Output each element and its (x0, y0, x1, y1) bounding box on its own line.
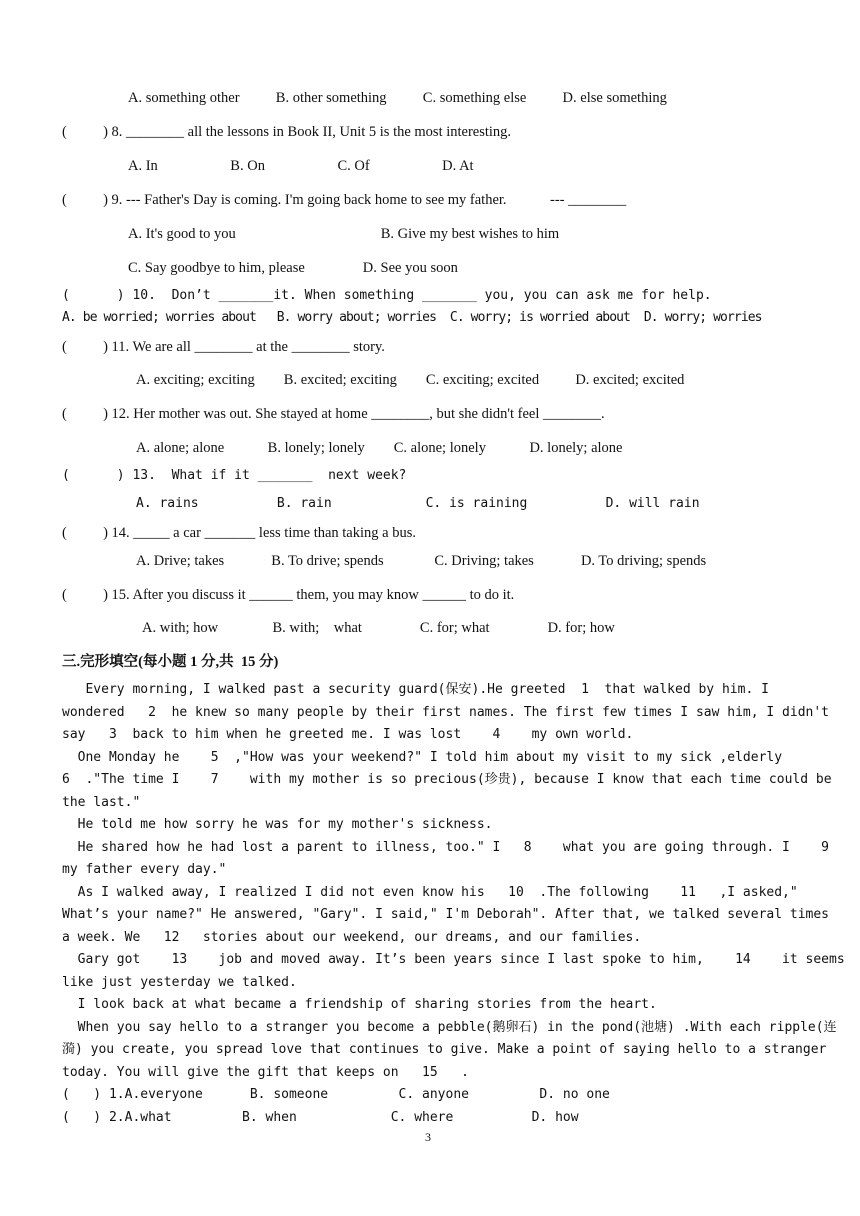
passage-line: Every morning, I walked past a security guard(保安).He greeted 1 that walked by him. I (62, 682, 769, 697)
question-10: ( ) 10. Don’t _______it. When something _______ you, you can ask me for help. (62, 288, 712, 303)
passage-line: today. You will give the gift that keeps on 15 . (62, 1065, 469, 1080)
passage-line: wondered 2 he knew so many people by their first names. The first few times I saw him, I didn't (62, 705, 830, 720)
page-number: 3 (425, 1130, 431, 1144)
question-9: ( ) 9. --- Father's Day is coming. I'm going back home to see my father. --- ________ (62, 192, 627, 208)
passage-line: He told me how sorry he was for my mother's sickness. (62, 817, 493, 832)
passage-line: a week. We 12 stories about our weekend, our dreams, and our families. (62, 930, 642, 945)
q15-options: A. with; how B. with; what C. for; what D. for; how (142, 620, 615, 636)
q12-options: A. alone; alone B. lonely; lonely C. alone; lonely D. lonely; alone (136, 440, 623, 456)
question-8: ( ) 8. ________ all the lessons in Book II, Unit 5 is the most interesting. (62, 124, 512, 140)
q11-options: A. exciting; exciting B. excited; exciting C. exciting; excited D. excited; excited (136, 372, 685, 388)
passage-line: As I walked away, I realized I did not even know his 10 .The following 11 ,I asked," (62, 885, 798, 900)
q9-options-cd: C. Say goodbye to him, please D. See you soon (128, 260, 458, 276)
q7-options: A. something other B. other something C. something else D. else something (128, 90, 667, 106)
section-3-title: 三.完形填空(每小题 1 分,共 15 分) (62, 654, 279, 670)
question-12: ( ) 12. Her mother was out. She stayed at home ________, but she didn't feel ________. (62, 406, 605, 422)
passage-line: 漪) you create, you spread love that continues to give. Make a point of saying hello to a stranger (62, 1042, 827, 1057)
passage-line: say 3 back to him when he greeted me. I was lost 4 my own world. (62, 727, 634, 742)
cloze-option-2: ( ) 2.A.what B. when C. where D. how (62, 1110, 579, 1125)
question-13: ( ) 13. What if it _______ next week? (62, 468, 407, 483)
passage-line: He shared how he had lost a parent to illness, too." I 8 what you are going through. I 9 (62, 840, 830, 855)
passage-line: What’s your name?" He answered, "Gary". I said," I'm Deborah". After that, we talked several times (62, 907, 830, 922)
cloze-option-1: ( ) 1.A.everyone B. someone C. anyone D. no one (62, 1087, 610, 1102)
question-14: ( ) 14. _____ a car _______ less time than taking a bus. (62, 525, 416, 541)
q9-options-ab: A. It's good to you B. Give my best wishes to him (128, 226, 560, 242)
q10-options: A. be worried; worries about B. worry about; worries C. worry; is worried about D. worry; worries (62, 310, 762, 325)
passage-line: 6 ."The time I 7 with my mother is so precious(珍贵), because I know that each time could be (62, 772, 832, 787)
passage-line: One Monday he 5 ,"How was your weekend?" I told him about my visit to my sick ,elderly (62, 750, 783, 765)
q14-options: A. Drive; takes B. To drive; spends C. Driving; takes D. To driving; spends (136, 553, 707, 569)
question-11: ( ) 11. We are all ________ at the ________ story. (62, 339, 385, 355)
passage-line: the last." (62, 795, 141, 810)
passage-line: I look back at what became a friendship of sharing stories from the heart. (62, 997, 657, 1012)
question-15: ( ) 15. After you discuss it ______ them, you may know ______ to do it. (62, 587, 515, 603)
passage-line: When you say hello to a stranger you become a pebble(鹅卵石) in the pond(池塘) .With each ripple(连 (62, 1020, 837, 1035)
passage-line: Gary got 13 job and moved away. It’s been years since I last spoke to him, 14 it seems (62, 952, 845, 967)
passage-line: my father every day." (62, 862, 227, 877)
q8-options: A. In B. On C. Of D. At (128, 158, 474, 174)
q13-options: A. rains B. rain C. is raining D. will rain (136, 496, 700, 511)
passage-line: like just yesterday we talked. (62, 975, 297, 990)
